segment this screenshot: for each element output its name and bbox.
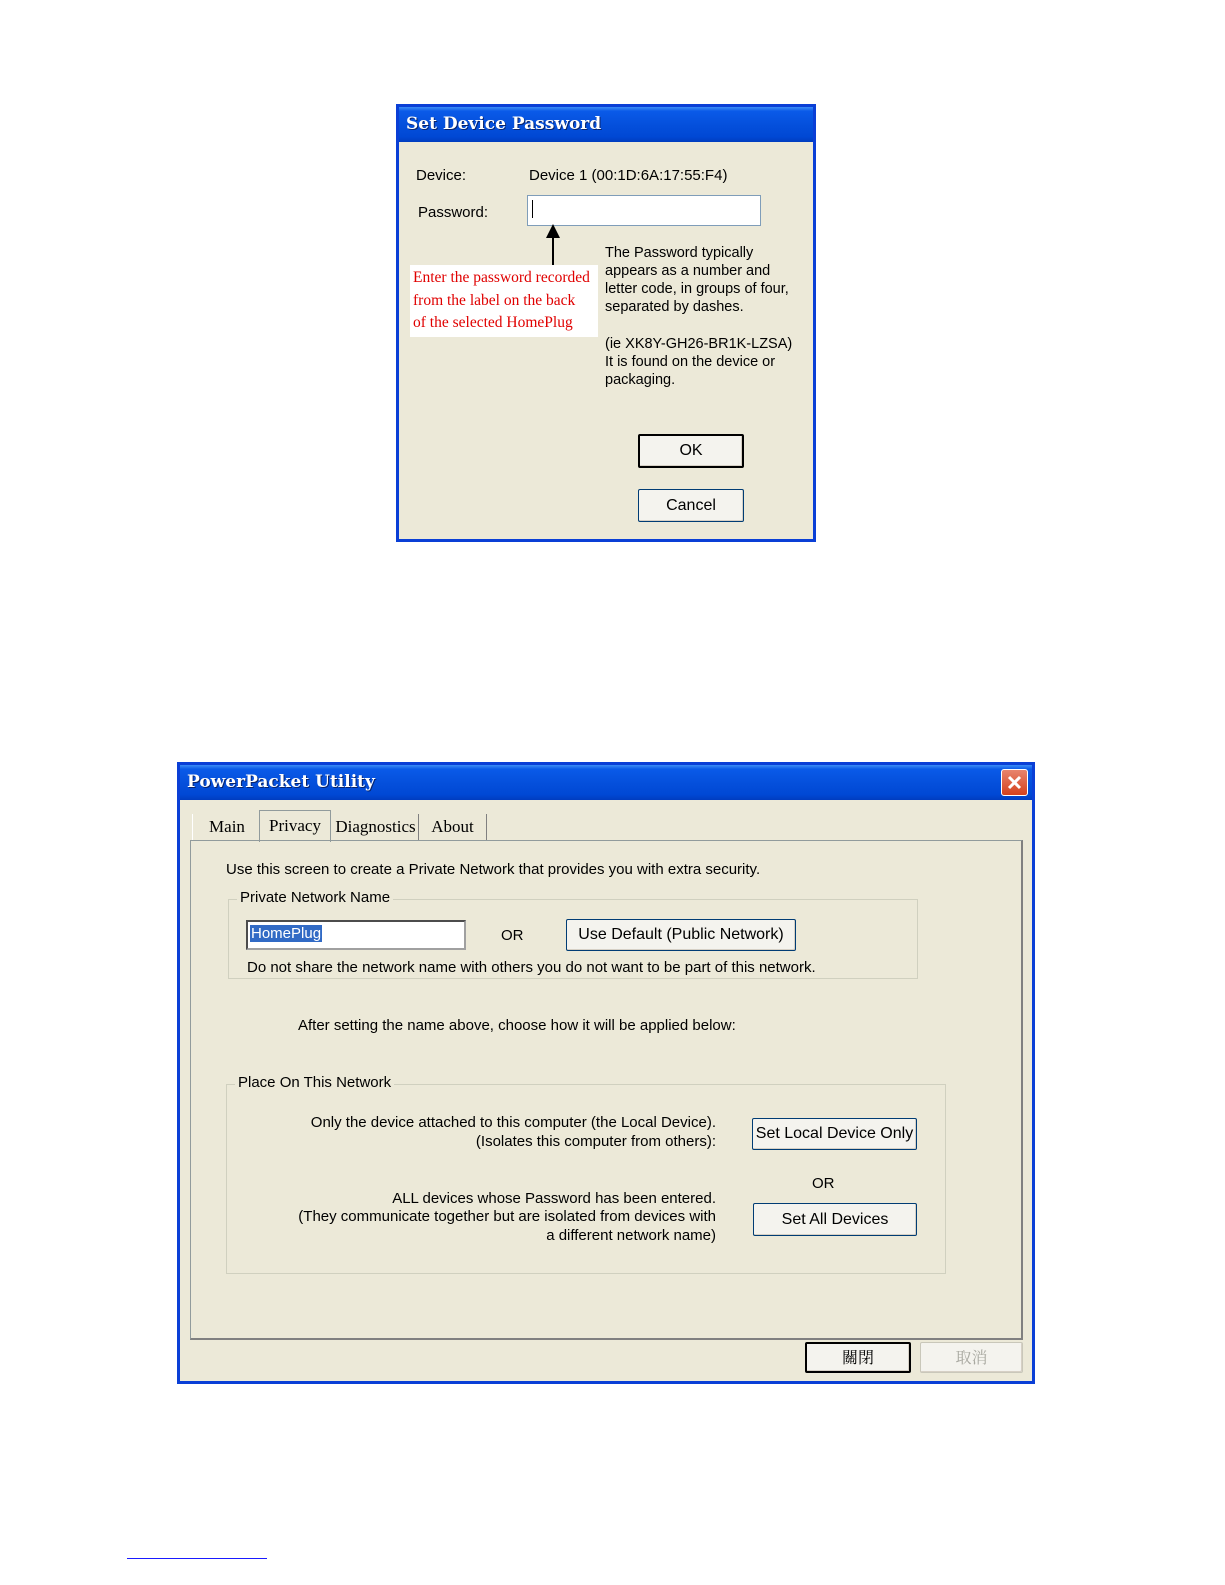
password-hint bbox=[605, 244, 789, 316]
after-setting-text: After setting the name above, choose how it will be applied below: bbox=[298, 1017, 736, 1034]
annotation-line: from the label on the back bbox=[413, 291, 576, 309]
tab-privacy[interactable]: Privacy bbox=[259, 810, 331, 842]
password-label: Password: bbox=[418, 204, 489, 221]
cancel-button-disabled[interactable]: 取消 bbox=[920, 1342, 1023, 1373]
annotation-note bbox=[410, 265, 598, 337]
tab-about[interactable]: About bbox=[419, 814, 487, 840]
device-value: Device 1 (00:1D:6A:17:55:F4) bbox=[529, 167, 728, 184]
cancel-button[interactable]: Cancel bbox=[638, 489, 744, 522]
or-label: OR bbox=[501, 927, 524, 944]
tab-main[interactable]: Main bbox=[192, 814, 262, 840]
hint-line: It is found on the device or bbox=[605, 354, 776, 370]
hint-line: letter code, in groups of four, bbox=[605, 281, 789, 297]
hint-line: appears as a number and bbox=[605, 263, 771, 279]
hint-line: separated by dashes. bbox=[605, 299, 744, 315]
network-name-input[interactable] bbox=[246, 920, 466, 950]
annotation-line: of the selected HomePlug bbox=[413, 314, 573, 331]
network-name-value: HomePlug bbox=[251, 925, 322, 942]
window-title: PowerPacket Utility bbox=[180, 765, 1032, 800]
all-devices-subtext: (They communicate together but are isolated from devices with bbox=[298, 1208, 716, 1225]
close-icon bbox=[1007, 775, 1022, 790]
all-devices-subtext-2: a different network name) bbox=[546, 1227, 716, 1244]
set-local-device-button[interactable]: Set Local Device Only bbox=[752, 1118, 917, 1150]
private-network-name-group bbox=[228, 889, 918, 979]
privacy-panel bbox=[190, 840, 1023, 1340]
group-title: Private Network Name bbox=[237, 889, 393, 906]
set-all-devices-button[interactable]: Set All Devices bbox=[753, 1203, 917, 1236]
close-window-button[interactable] bbox=[1001, 769, 1028, 796]
password-example bbox=[605, 335, 792, 389]
hint-line: (ie XK8Y-GH26-BR1K-LZSA) bbox=[605, 336, 793, 352]
annotation-arrow-icon bbox=[545, 224, 561, 270]
password-input[interactable] bbox=[527, 195, 761, 226]
powerpacket-utility-window bbox=[177, 762, 1035, 1384]
tab-diagnostics[interactable]: Diagnostics bbox=[333, 814, 419, 840]
ok-button[interactable]: OK bbox=[638, 434, 744, 468]
intro-text: Use this screen to create a Private Network that provides you with extra security. bbox=[226, 861, 761, 878]
use-default-button[interactable]: Use Default (Public Network) bbox=[566, 919, 796, 951]
or-label-2: OR bbox=[812, 1175, 835, 1192]
set-device-password-dialog bbox=[396, 104, 816, 542]
share-warning-text: Do not share the network name with others you do not want to be part of this network. bbox=[247, 959, 816, 976]
place-on-network-group bbox=[226, 1074, 946, 1274]
hint-line: The Password typically bbox=[605, 245, 754, 261]
close-button[interactable]: 關閉 bbox=[805, 1342, 911, 1373]
text-caret bbox=[532, 200, 533, 218]
footnote-separator bbox=[127, 1558, 267, 1559]
local-device-text: Only the device attached to this computer (the Local Device). bbox=[310, 1114, 716, 1131]
dialog-title: Set Device Password bbox=[399, 107, 813, 142]
all-devices-text: ALL devices whose Password has been entered. bbox=[392, 1190, 716, 1207]
hint-line: packaging. bbox=[605, 372, 676, 388]
group-title: Place On This Network bbox=[235, 1074, 394, 1091]
local-device-subtext: (Isolates this computer from others): bbox=[475, 1133, 716, 1150]
device-label: Device: bbox=[416, 167, 467, 184]
annotation-line: Enter the password recorded bbox=[413, 269, 590, 286]
